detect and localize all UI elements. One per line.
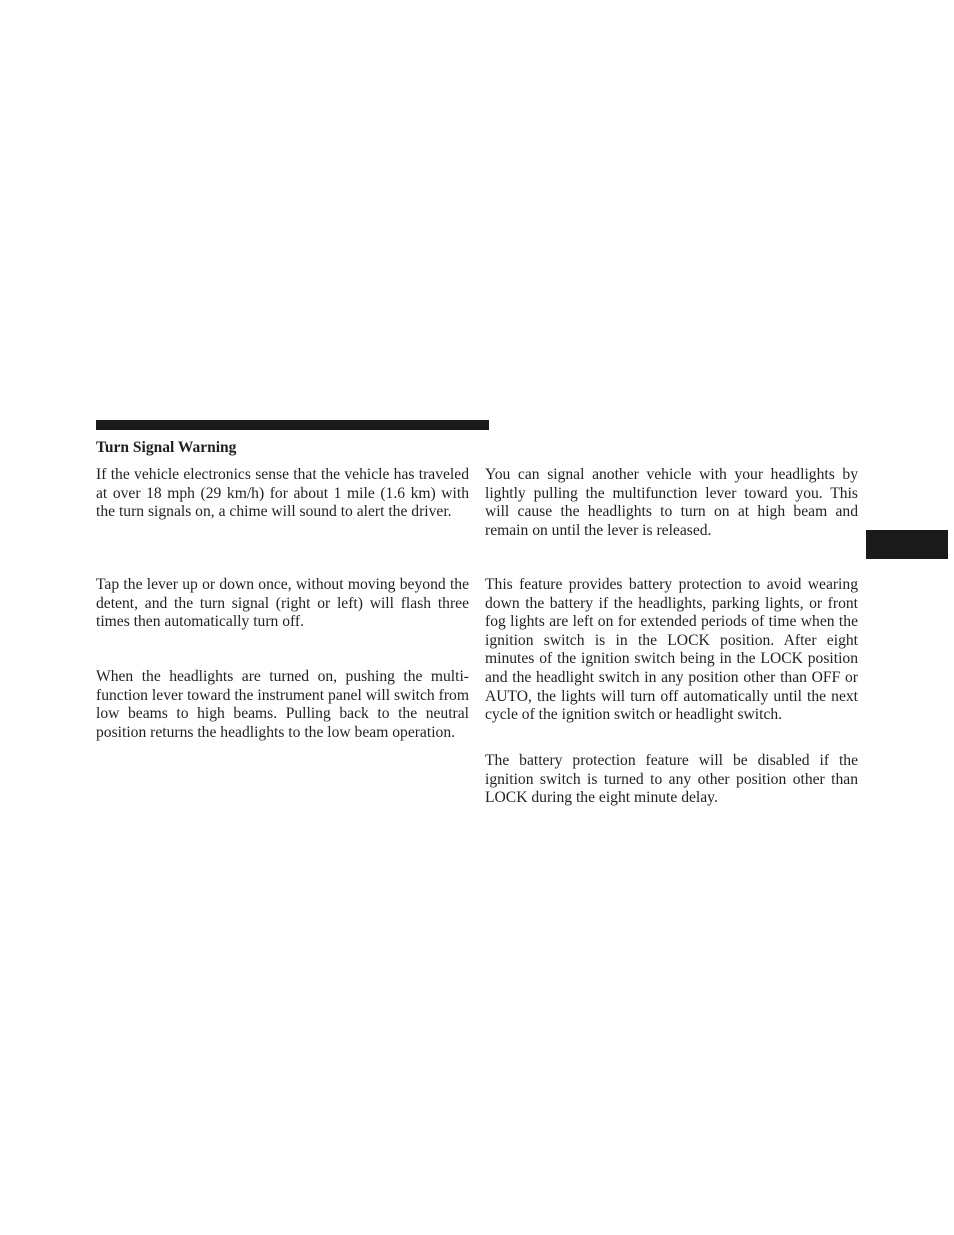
paragraph-battery-protection-disable: The battery protection feature will be disabled if the ignition switch is turned to any other position other than LOCK during the eight minute delay. [485,752,858,807]
section-rule-bar [96,420,489,430]
paragraph-turn-signal-warning: If the vehicle electronics sense that the vehicle has traveled at over 18 mph (29 km/h) for about 1 mile (1.6 km) with the turn signals on, a chime will sound to alert the driver. [96,466,469,521]
chapter-thumb-tab [866,530,948,559]
paragraph-lane-change-assist: Tap the lever up or down once, without moving beyond the detent, and the turn signal (right or left) will flash three times then automatically turn off. [96,576,469,631]
paragraph-high-beam-switch: When the headlights are turned on, pushing the multi-function lever toward the instrument panel will switch from low beams to high beams. Pulling back to the neutral position returns the headlights to the low beam operation. [96,668,469,741]
paragraph-battery-protection: This feature provides battery protection to avoid wearing down the battery if the headlights, parking lights, or front fog lights are left on for extended periods of time when the ignition switch is in the LOCK position. After eight minutes of the ignition switch being in the LOCK position and the headlight switch in any position other than OFF or AUTO, the lights will turn off automatically until the next cycle of the ignition switch or headlight switch. [485,576,858,724]
paragraph-flash-to-pass: You can signal another vehicle with your headlights by lightly pulling the multifunction lever toward you. This will cause the headlights to turn on at high beam and remain on until the lever is released. [485,466,858,539]
section-heading: Turn Signal Warning [96,439,237,456]
